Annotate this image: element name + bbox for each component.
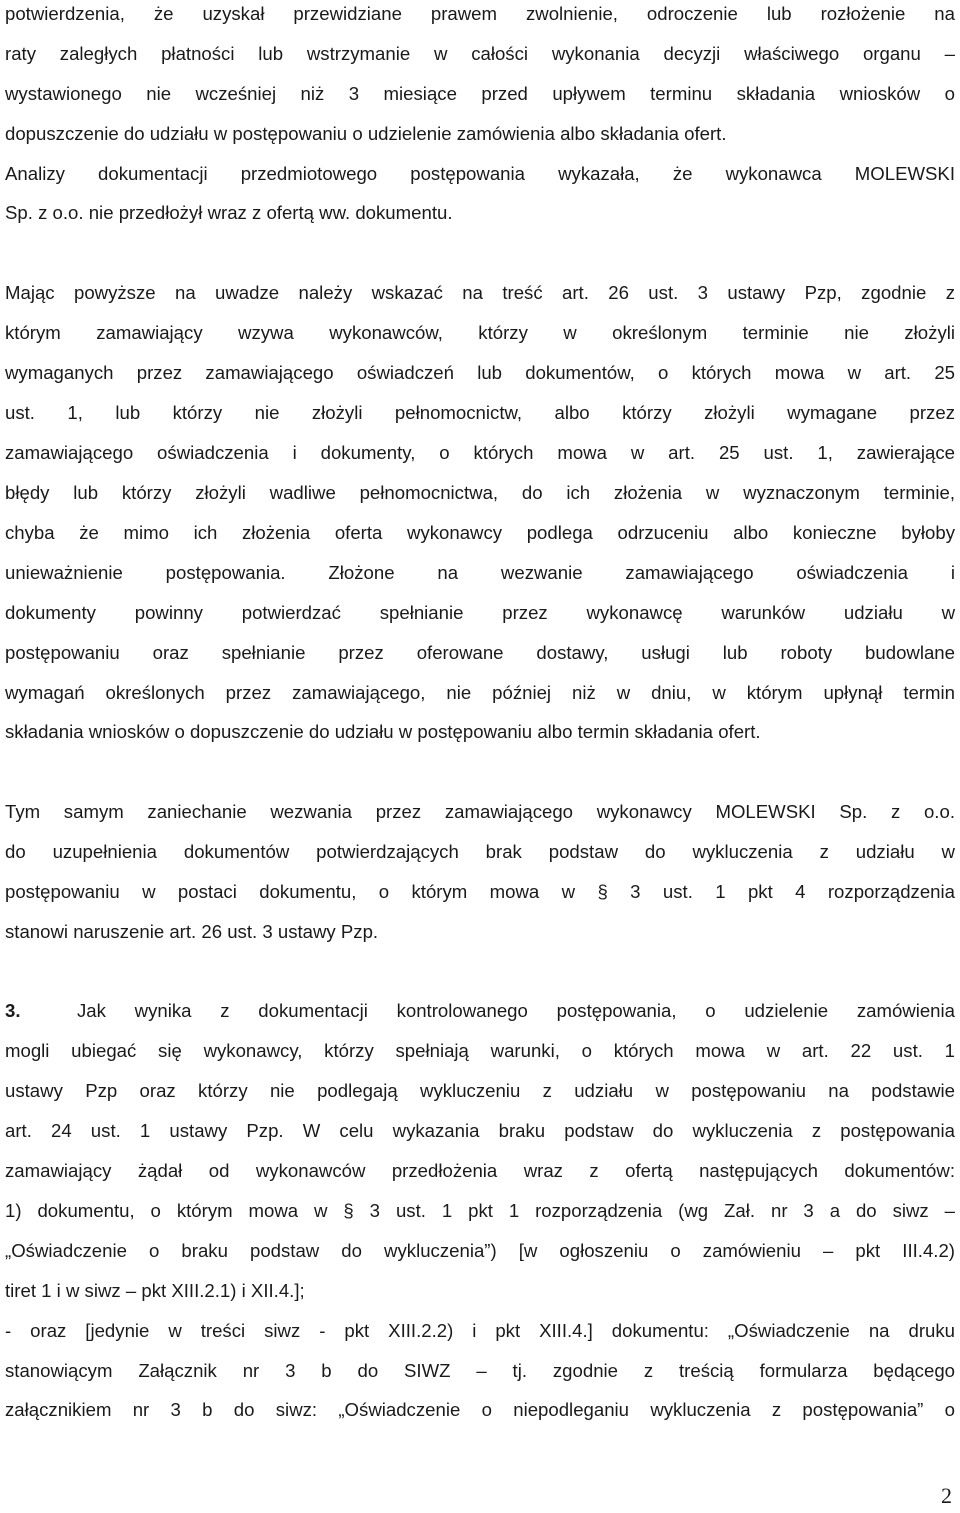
text-line: mogli ubiegać się wykonawcy, którzy spełniają warunki, o których mowa w art. 22 ust. 1 [5,1040,955,1061]
text-line: załącznikiem nr 3 b do siwz: „Oświadczenie o niepodleganiu wykluczenia z postępowania” o [5,1399,955,1420]
text-line: Sp. z o.o. nie przedłożył wraz z ofertą ww. dokumentu. [5,202,453,223]
text-line: - oraz [jedynie w treści siwz - pkt XIII.2.2) i pkt XIII.4.] dokumentu: „Oświadczenie na druku [5,1320,955,1341]
text-line: wymagań określonych przez zamawiającego, nie później niż w dniu, w którym upłynął termin [5,682,955,703]
text-line: 1) dokumentu, o którym mowa w § 3 ust. 1 pkt 1 rozporządzenia (wg Zał. nr 3 a do siwz – [5,1200,955,1221]
text-line: postępowaniu oraz spełnianie przez oferowane dostawy, usługi lub roboty budowlane [5,642,955,663]
text-line: zamawiającego oświadczenia i dokumenty, o których mowa w art. 25 ust. 1, zawierające [5,442,955,463]
text-line: błędy lub którzy złożyli wadliwe pełnomocnictwa, do ich złożenia w wyznaczonym terminie, [5,482,955,503]
text-line: wystawionego nie wcześniej niż 3 miesiące przed upływem terminu składania wniosków o [5,83,955,104]
text-line: stanowiącym Załącznik nr 3 b do SIWZ – tj. zgodnie z treścią formularza będącego [5,1360,955,1381]
text-line: wymaganych przez zamawiającego oświadczeń lub dokumentów, o których mowa w art. 25 [5,362,955,383]
text-line: Jak wynika z dokumentacji kontrolowanego postępowania, o udzielenie zamówienia [77,1000,955,1021]
text-line: art. 24 ust. 1 ustawy Pzp. W celu wykazania braku podstaw do wykluczenia z postępowania [5,1120,955,1141]
text-line: zamawiający żądał od wykonawców przedłożenia wraz z ofertą następujących dokumentów: [5,1160,955,1181]
text-line: tiret 1 i w siwz – pkt XIII.2.1) i XII.4.]; [5,1280,305,1301]
section-number: 3. [5,1000,21,1021]
text-line: stanowi naruszenie art. 26 ust. 3 ustawy Pzp. [5,921,379,942]
text-line: którym zamawiający wzywa wykonawców, którzy w określonym terminie nie złożyli [5,322,955,343]
page-number: 2 [941,1483,952,1508]
text-line: chyba że mimo ich złożenia oferta wykonawcy podlega odrzuceniu albo konieczne byłoby [5,522,955,543]
text-line: składania wniosków o dopuszczenie do udziału w postępowaniu albo termin składania ofert. [5,721,761,742]
section-3-first-line [5,999,955,1023]
text-line: postępowaniu w postaci dokumentu, o którym mowa w § 3 ust. 1 pkt 4 rozporządzenia [5,881,955,902]
text-line: raty zaległych płatności lub wstrzymanie w całości wykonania decyzji właściwego organu – [5,43,955,64]
text-line: unieważnienie postępowania. Złożone na wezwanie zamawiającego oświadczenia i [5,562,955,583]
text-line: ustawy Pzp oraz którzy nie podlegają wykluczeniu z udziału w postępowaniu na podstawie [5,1080,955,1101]
text-line: ust. 1, lub którzy nie złożyli pełnomocnictw, albo którzy złożyli wymagane przez [5,402,955,423]
text-line: dokumenty powinny potwierdzać spełnianie przez wykonawcę warunków udziału w [5,602,955,623]
text-line: Tym samym zaniechanie wezwania przez zamawiającego wykonawcy MOLEWSKI Sp. z o.o. [5,801,955,822]
text-line: do uzupełnienia dokumentów potwierdzających brak podstaw do wykluczenia z udziału w [5,841,955,862]
text-line: Analizy dokumentacji przedmiotowego postępowania wykazała, że wykonawca MOLEWSKI [5,163,955,184]
text-line: „Oświadczenie o braku podstaw do wykluczenia”) [w ogłoszeniu o zamówieniu – pkt III.4.2) [5,1240,955,1261]
text-line: dopuszczenie do udziału w postępowaniu o udzielenie zamówienia albo składania ofert. [5,123,727,144]
text-line: potwierdzenia, że uzyskał przewidziane prawem zwolnienie, odroczenie lub rozłożenie na [5,3,955,24]
text-line: Mając powyższe na uwadze należy wskazać na treść art. 26 ust. 3 ustawy Pzp, zgodnie z [5,282,955,303]
